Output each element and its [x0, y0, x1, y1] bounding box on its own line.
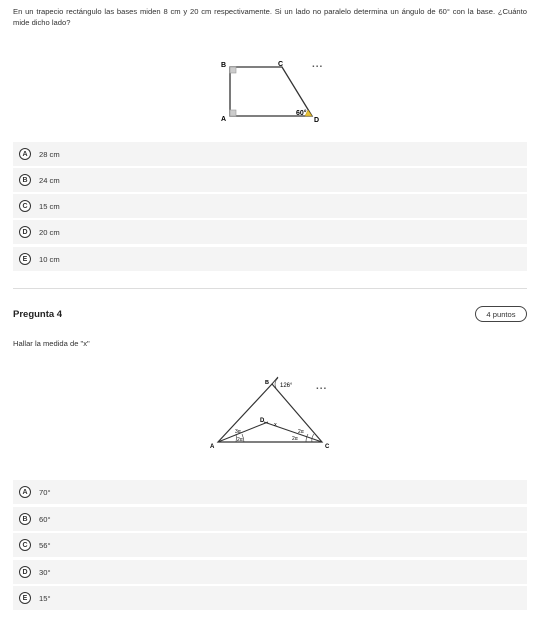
option-letter: B	[19, 174, 31, 186]
more-options-icon[interactable]: ...	[316, 381, 328, 392]
option-text: 10 cm	[39, 254, 60, 264]
option-letter: D	[19, 226, 31, 238]
option-text: 70°	[39, 487, 51, 497]
option-letter: B	[19, 513, 31, 525]
label-d: D	[314, 117, 320, 124]
more-options-icon[interactable]: ...	[312, 59, 324, 70]
question-4-title: Pregunta 4	[13, 309, 63, 320]
trapezoid-figure	[216, 58, 326, 126]
option-a[interactable]	[13, 142, 527, 166]
option-b[interactable]	[13, 168, 527, 192]
angle-60-label: 60°	[296, 110, 307, 117]
option-text: 15 cm	[39, 201, 60, 211]
label-b: B	[221, 62, 227, 69]
points-badge: 4 puntos	[475, 306, 527, 322]
option-letter: C	[19, 539, 31, 551]
option-c[interactable]	[13, 194, 527, 218]
option-d[interactable]	[13, 220, 527, 244]
label-a: A	[210, 444, 215, 450]
option-letter: A	[19, 486, 31, 498]
angle-126-label: 126°	[280, 383, 293, 389]
option-a[interactable]	[13, 480, 527, 504]
three-alpha-label: 3α	[235, 429, 241, 435]
option-text: 28 cm	[39, 149, 60, 159]
option-letter: E	[19, 253, 31, 265]
option-text: 60°	[39, 514, 51, 524]
option-letter: E	[19, 592, 31, 604]
option-letter: C	[19, 200, 31, 212]
option-d[interactable]	[13, 560, 527, 584]
option-e[interactable]	[13, 247, 527, 271]
option-e[interactable]	[13, 586, 527, 610]
option-text: 56°	[39, 540, 51, 550]
label-c: C	[278, 61, 284, 68]
question-4-text: Hallar la medida de "x"	[13, 339, 90, 348]
label-d: D	[260, 418, 265, 424]
option-c[interactable]	[13, 533, 527, 557]
x-label: x	[274, 422, 277, 428]
two-alpha-left-label: 2α	[237, 437, 243, 443]
right-angle-mark-b	[230, 67, 236, 73]
option-text: 20 cm	[39, 227, 60, 237]
option-b[interactable]	[13, 507, 527, 531]
two-alpha-right-top-label: 2α	[298, 429, 304, 435]
label-c: C	[325, 444, 330, 450]
right-angle-mark-a	[230, 110, 236, 116]
option-letter: D	[19, 566, 31, 578]
two-alpha-right-bottom-label: 2α	[292, 436, 298, 442]
option-text: 24 cm	[39, 175, 60, 185]
label-a: A	[221, 116, 227, 123]
section-divider	[13, 288, 527, 289]
option-letter: A	[19, 148, 31, 160]
question-3-text: En un trapecio rectángulo las bases miden 8 cm y 20 cm respectivamente. Si un lado no paralelo determina un ángulo de 60° con la base. ¿Cuánto mide dicho lado?	[13, 7, 527, 27]
label-b: B	[265, 380, 269, 386]
option-text: 15°	[39, 593, 51, 603]
option-text: 30°	[39, 567, 51, 577]
